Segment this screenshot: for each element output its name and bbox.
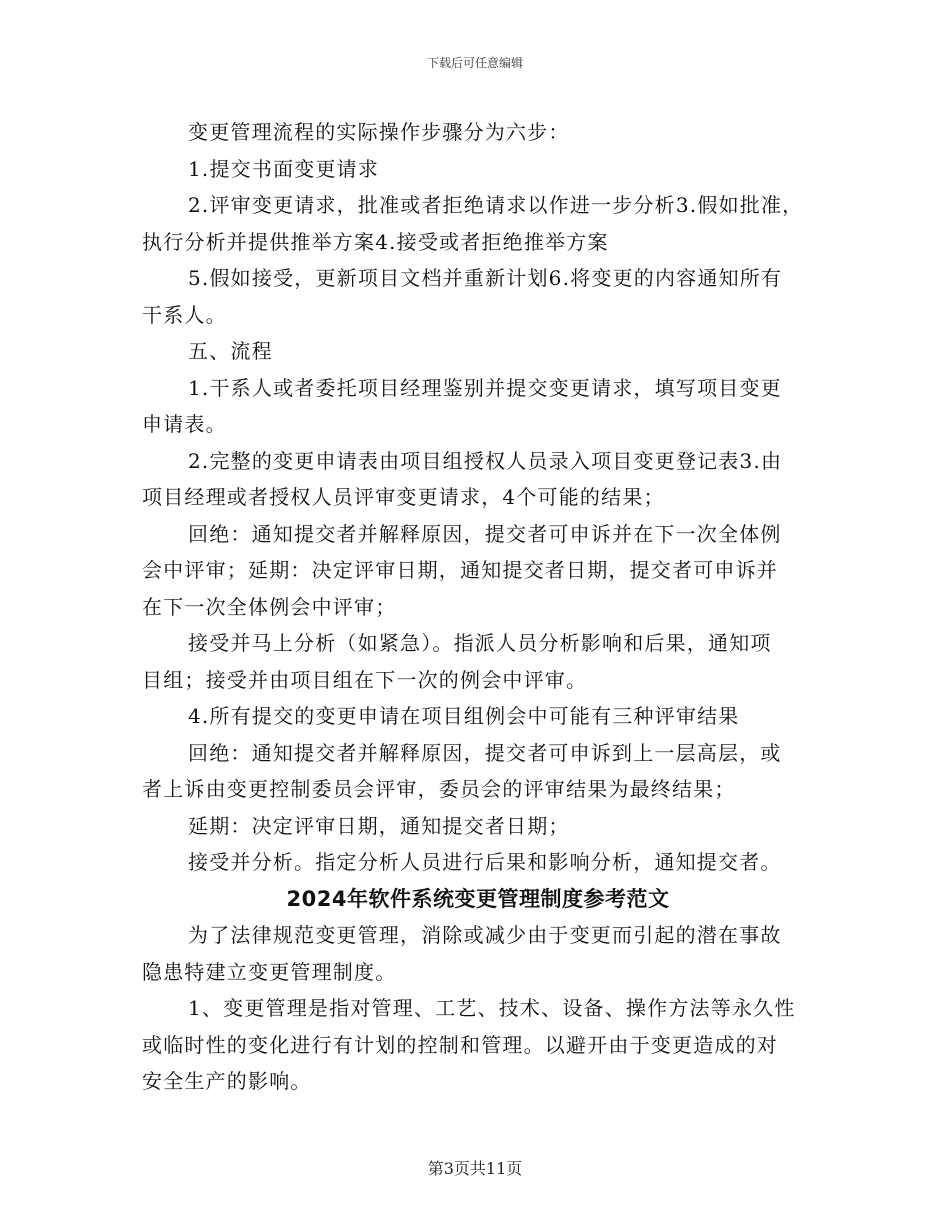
text-line: 目组；接受并由项目组在下一次的例会中评审。 (142, 667, 588, 692)
text-line: 者上诉由变更控制委员会评审，委员会的评审结果为最终结果； (142, 777, 736, 801)
text-line: 五、流程 (188, 339, 273, 363)
text-line: 回绝：通知提交者并解释原因，提交者可申诉到上一层高层，或 (188, 740, 782, 765)
text-line: 会中评审；延期：决定评审日期，通知提交者日期，提交者可申诉并 (142, 558, 778, 582)
page-header: 下载后可任意编辑 (426, 56, 523, 70)
text-line: 干系人。 (142, 302, 227, 327)
text-line: 1.提交书面变更请求 (188, 156, 380, 181)
text-line: 接受并马上分析（如紧急）。指派人员分析影响和后果，通知项 (188, 631, 772, 655)
text-line: 为了法律规范变更管理，消除或减少由于变更而引起的潜在事故 (188, 923, 782, 947)
text-line: 接受并分析。指定分析人员进行后果和影响分析，通知提交者。 (188, 850, 782, 874)
text-line: 2.完整的变更申请表由项目组授权人员录入项目变更登记表3.由 (188, 448, 783, 473)
text-line: 项目经理或者授权人员评审变更请求，4个可能的结果； (142, 485, 665, 509)
text-line: 申请表。 (142, 412, 227, 436)
text-line: 隐患特建立变更管理制度。 (142, 959, 397, 984)
text-line: 5.假如接受，更新项目文档并重新计划6.将变更的内容通知所有 (188, 266, 783, 290)
text-line: 执行分析并提供推举方案4.接受或者拒绝推举方案 (142, 229, 609, 254)
text-line: 4.所有提交的变更申请在项目组例会中可能有三种评审结果 (188, 704, 740, 728)
text-line: 或临时性的变化进行有计划的控制和管理。以避开由于变更造成的对 (142, 1032, 778, 1057)
page-footer: 第3页共11页 (427, 1159, 523, 1178)
section-change-policy (142, 917, 814, 1100)
document-body (142, 114, 814, 1100)
text-line: 变更管理流程的实际操作步骤分为六步： (188, 120, 570, 144)
text-line: 在下一次全体例会中评审； (142, 594, 397, 619)
text-line: 回绝：通知提交者并解释原因，提交者可申诉并在下一次全体例 (188, 521, 782, 546)
text-line: 1、变更管理是指对管理、工艺、技术、设备、操作方法等永久性 (188, 996, 796, 1020)
document-title: 2024年软件系统变更管理制度参考范文 (286, 886, 670, 911)
text-line: 安全生产的影响。 (142, 1069, 312, 1093)
text-line: 1.干系人或者委托项目经理鉴别并提交变更请求，填写项目变更 (188, 375, 782, 400)
section-change-process (142, 114, 814, 881)
text-line: 延期：决定评审日期，通知提交者日期； (188, 813, 570, 838)
text-line: 2.评审变更请求，批准或者拒绝请求以作进一步分析3.假如批准， (188, 193, 804, 217)
